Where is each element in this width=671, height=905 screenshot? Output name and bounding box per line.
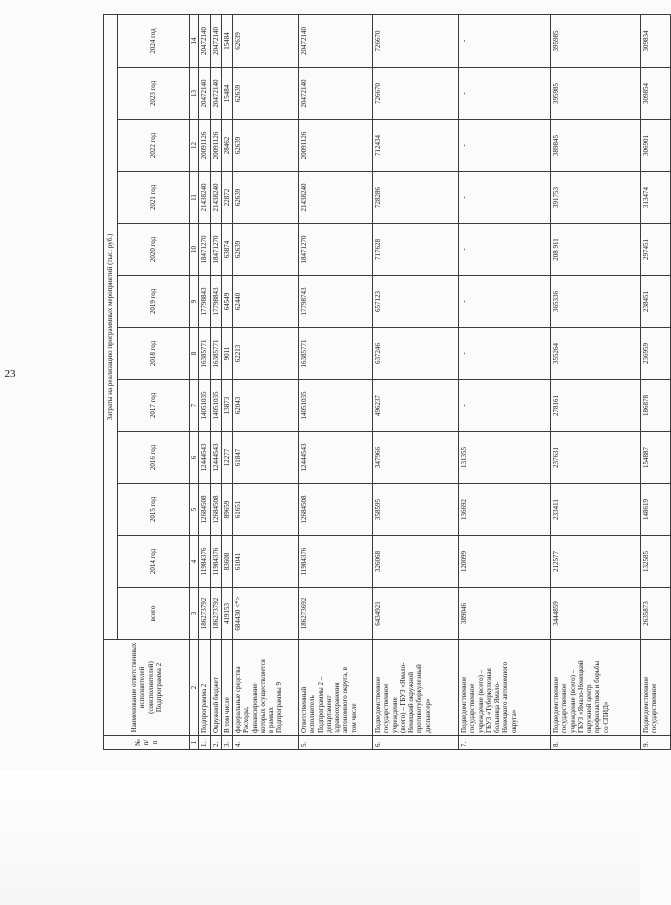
- index-cell: 8: [190, 328, 199, 380]
- column-index-row: [190, 14, 199, 749]
- value-cell: 186878: [641, 380, 671, 432]
- table-row: [233, 14, 299, 749]
- rotated-table-container: [103, 15, 659, 750]
- value-cell: 13873: [221, 380, 232, 432]
- value-cell: 712434: [373, 120, 459, 172]
- value-cell: 11984376: [299, 536, 373, 588]
- value-cell: 16385771: [199, 328, 210, 380]
- value-cell: 16385771: [210, 328, 221, 380]
- header-year: 2015 год: [118, 484, 190, 536]
- value-cell: 61041: [233, 536, 299, 588]
- value-cell: 22872: [221, 172, 232, 224]
- table-row: [641, 14, 671, 749]
- value-cell: 20472140: [299, 68, 373, 120]
- value-cell: 17798743: [299, 276, 373, 328]
- value-cell: 21438240: [210, 172, 221, 224]
- table-row: [373, 14, 459, 749]
- row-name: Подведомственное государственное: [641, 640, 671, 736]
- value-cell: 131355: [459, 432, 551, 484]
- value-cell: 12444543: [210, 432, 221, 484]
- value-cell: 236959: [641, 328, 671, 380]
- index-cell: 12: [190, 120, 199, 172]
- value-cell: 20472140: [210, 14, 221, 67]
- index-cell: 3: [190, 588, 199, 640]
- header-year: 2021 год: [118, 172, 190, 224]
- value-cell: 62213: [233, 328, 299, 380]
- index-cell: 6: [190, 432, 199, 484]
- value-cell: -: [459, 120, 551, 172]
- value-cell: 12444543: [299, 432, 373, 484]
- value-cell: 17798843: [210, 276, 221, 328]
- value-cell: 20091126: [210, 120, 221, 172]
- index-cell: 4: [190, 536, 199, 588]
- table-row: [210, 14, 221, 749]
- value-cell: 496237: [373, 380, 459, 432]
- value-cell: 355264: [551, 328, 641, 380]
- value-cell: 358595: [373, 484, 459, 536]
- value-cell: 309854: [641, 68, 671, 120]
- index-cell: 7: [190, 380, 199, 432]
- scan-background: [0, 770, 640, 905]
- value-cell: 347966: [373, 432, 459, 484]
- value-cell: -: [459, 172, 551, 224]
- value-cell: 726670: [373, 68, 459, 120]
- table-row: [551, 14, 641, 749]
- value-cell: 186273692: [299, 588, 373, 640]
- value-cell: 306901: [641, 120, 671, 172]
- value-cell: 62639: [233, 14, 299, 67]
- value-cell: 20091126: [299, 120, 373, 172]
- row-name: Подведомственное государственное учреждение (всего) – ГБУЗ «Ямало- Ненецкий окружной противотуберкулезный диспансер»: [373, 640, 459, 736]
- header-year: 2024 год: [118, 14, 190, 67]
- budget-table: [103, 14, 671, 750]
- value-cell: 717628: [373, 224, 459, 276]
- value-cell: 63874: [221, 224, 232, 276]
- row-number: 8.: [551, 736, 641, 750]
- value-cell: 12684508: [199, 484, 210, 536]
- row-number: 9.: [641, 736, 671, 750]
- value-cell: 136692: [459, 484, 551, 536]
- value-cell: 154887: [641, 432, 671, 484]
- value-cell: 18471270: [199, 224, 210, 276]
- row-number: 6.: [373, 736, 459, 750]
- value-cell: 9011: [221, 328, 232, 380]
- value-cell: 419153: [221, 588, 232, 640]
- value-cell: 278161: [551, 380, 641, 432]
- value-cell: 238451: [641, 276, 671, 328]
- value-cell: -: [459, 14, 551, 67]
- value-cell: 18471270: [210, 224, 221, 276]
- value-cell: 657123: [373, 276, 459, 328]
- value-cell: 237631: [551, 432, 641, 484]
- value-cell: 389845: [551, 120, 641, 172]
- header-year: 2020 год: [118, 224, 190, 276]
- value-cell: 6434921: [373, 588, 459, 640]
- row-name: Ответственный исполнитель Подпрограммы 2 – департамент здравоохранения автономного округа, в том числе: [299, 640, 373, 736]
- index-cell: 13: [190, 68, 199, 120]
- value-cell: 186273792: [199, 588, 210, 640]
- index-cell: 1: [190, 736, 199, 750]
- value-cell: 62639: [233, 224, 299, 276]
- row-name: Окружной бюджет: [210, 640, 221, 736]
- row-number: 4.: [233, 736, 299, 750]
- header-year: 2023 год: [118, 68, 190, 120]
- index-cell: 2: [190, 640, 199, 736]
- header-year: 2019 год: [118, 276, 190, 328]
- value-cell: -: [459, 380, 551, 432]
- value-cell: 20472140: [210, 68, 221, 120]
- value-cell: 20472140: [199, 14, 210, 67]
- value-cell: 11984376: [210, 536, 221, 588]
- value-cell: 15484: [221, 14, 232, 67]
- value-cell: 2635873: [641, 588, 671, 640]
- value-cell: 61847: [233, 432, 299, 484]
- value-cell: 297451: [641, 224, 671, 276]
- value-cell: 186273792: [210, 588, 221, 640]
- row-number: 5.: [299, 736, 373, 750]
- header-number: № п/п: [104, 736, 190, 750]
- value-cell: 20472140: [199, 68, 210, 120]
- value-cell: 89659: [221, 484, 232, 536]
- row-number: 3.: [221, 736, 232, 750]
- value-cell: 12277: [221, 432, 232, 484]
- value-cell: 62639: [233, 172, 299, 224]
- table-row: [459, 14, 551, 749]
- value-cell: 684430 <*>: [233, 588, 299, 640]
- index-cell: 14: [190, 14, 199, 67]
- value-cell: 326068: [373, 536, 459, 588]
- value-cell: 14051035: [199, 380, 210, 432]
- value-cell: -: [459, 224, 551, 276]
- value-cell: -: [459, 276, 551, 328]
- value-cell: 21438240: [199, 172, 210, 224]
- value-cell: 389046: [459, 588, 551, 640]
- row-number: 2.: [210, 736, 221, 750]
- table-row: [299, 14, 373, 749]
- value-cell: 11984376: [199, 536, 210, 588]
- value-cell: 212577: [551, 536, 641, 588]
- value-cell: 637246: [373, 328, 459, 380]
- index-cell: 11: [190, 172, 199, 224]
- value-cell: 726670: [373, 14, 459, 67]
- value-cell: 15484: [221, 68, 232, 120]
- header-year: 2018 год: [118, 328, 190, 380]
- value-cell: 14051035: [210, 380, 221, 432]
- value-cell: 148619: [641, 484, 671, 536]
- row-number: 7.: [459, 736, 551, 750]
- row-name: Подведомственное государственное учреждение (всего) – ГБУЗ «Туберкулезная больница Ямало- Ненецкого автономного округа»: [459, 640, 551, 736]
- value-cell: 20091126: [199, 120, 210, 172]
- header-year: всего: [118, 588, 190, 640]
- header-year: 2014 год: [118, 536, 190, 588]
- value-cell: 120099: [459, 536, 551, 588]
- value-cell: 64549: [221, 276, 232, 328]
- page-number: 23: [4, 368, 16, 380]
- value-cell: 208 911: [551, 224, 641, 276]
- table-row: [199, 14, 210, 749]
- value-cell: 18471270: [299, 224, 373, 276]
- value-cell: 728286: [373, 172, 459, 224]
- value-cell: 313474: [641, 172, 671, 224]
- row-number: 1.: [199, 736, 210, 750]
- header-year: 2022 год: [118, 120, 190, 172]
- row-name: В том числе: [221, 640, 232, 736]
- value-cell: 12684508: [299, 484, 373, 536]
- index-cell: 5: [190, 484, 199, 536]
- value-cell: 3444859: [551, 588, 641, 640]
- value-cell: 62639: [233, 120, 299, 172]
- value-cell: 83608: [221, 536, 232, 588]
- value-cell: 395985: [551, 14, 641, 67]
- index-cell: 10: [190, 224, 199, 276]
- value-cell: 16385771: [299, 328, 373, 380]
- value-cell: -: [459, 328, 551, 380]
- value-cell: 233411: [551, 484, 641, 536]
- value-cell: 391753: [551, 172, 641, 224]
- value-cell: -: [459, 68, 551, 120]
- table-row: [221, 14, 232, 749]
- header-year: 2017 год: [118, 380, 190, 432]
- value-cell: 395985: [551, 68, 641, 120]
- value-cell: 62440: [233, 276, 299, 328]
- header-name: Наименование ответственных исполнителей (соисполнителей) Подпрограмма 2: [104, 640, 190, 736]
- value-cell: 12684508: [210, 484, 221, 536]
- header-costs-title: Затраты на реализацию программных мероприятий (тыс. руб.): [104, 14, 118, 639]
- value-cell: 132585: [641, 536, 671, 588]
- value-cell: 12444543: [199, 432, 210, 484]
- value-cell: 62639: [233, 68, 299, 120]
- row-name: федеральные средства Расходы, финансирование которых осуществляется в рамках Подпрограммы 9: [233, 640, 299, 736]
- value-cell: 21438240: [299, 172, 373, 224]
- index-cell: 9: [190, 276, 199, 328]
- row-name: Подведомственное государственное учреждение (всего) – ГБУЗ «Ямало-Ненецкий окружной центр профилактики и борьбы со СПИД»: [551, 640, 641, 736]
- value-cell: 309834: [641, 14, 671, 67]
- value-cell: 14051035: [299, 380, 373, 432]
- value-cell: 17798843: [199, 276, 210, 328]
- value-cell: 20472140: [299, 14, 373, 67]
- value-cell: 62043: [233, 380, 299, 432]
- value-cell: 61651: [233, 484, 299, 536]
- header-year: 2016 год: [118, 432, 190, 484]
- value-cell: 365336: [551, 276, 641, 328]
- value-cell: 28462: [221, 120, 232, 172]
- row-name: Подпрограмма 2: [199, 640, 210, 736]
- table-body: [199, 14, 671, 749]
